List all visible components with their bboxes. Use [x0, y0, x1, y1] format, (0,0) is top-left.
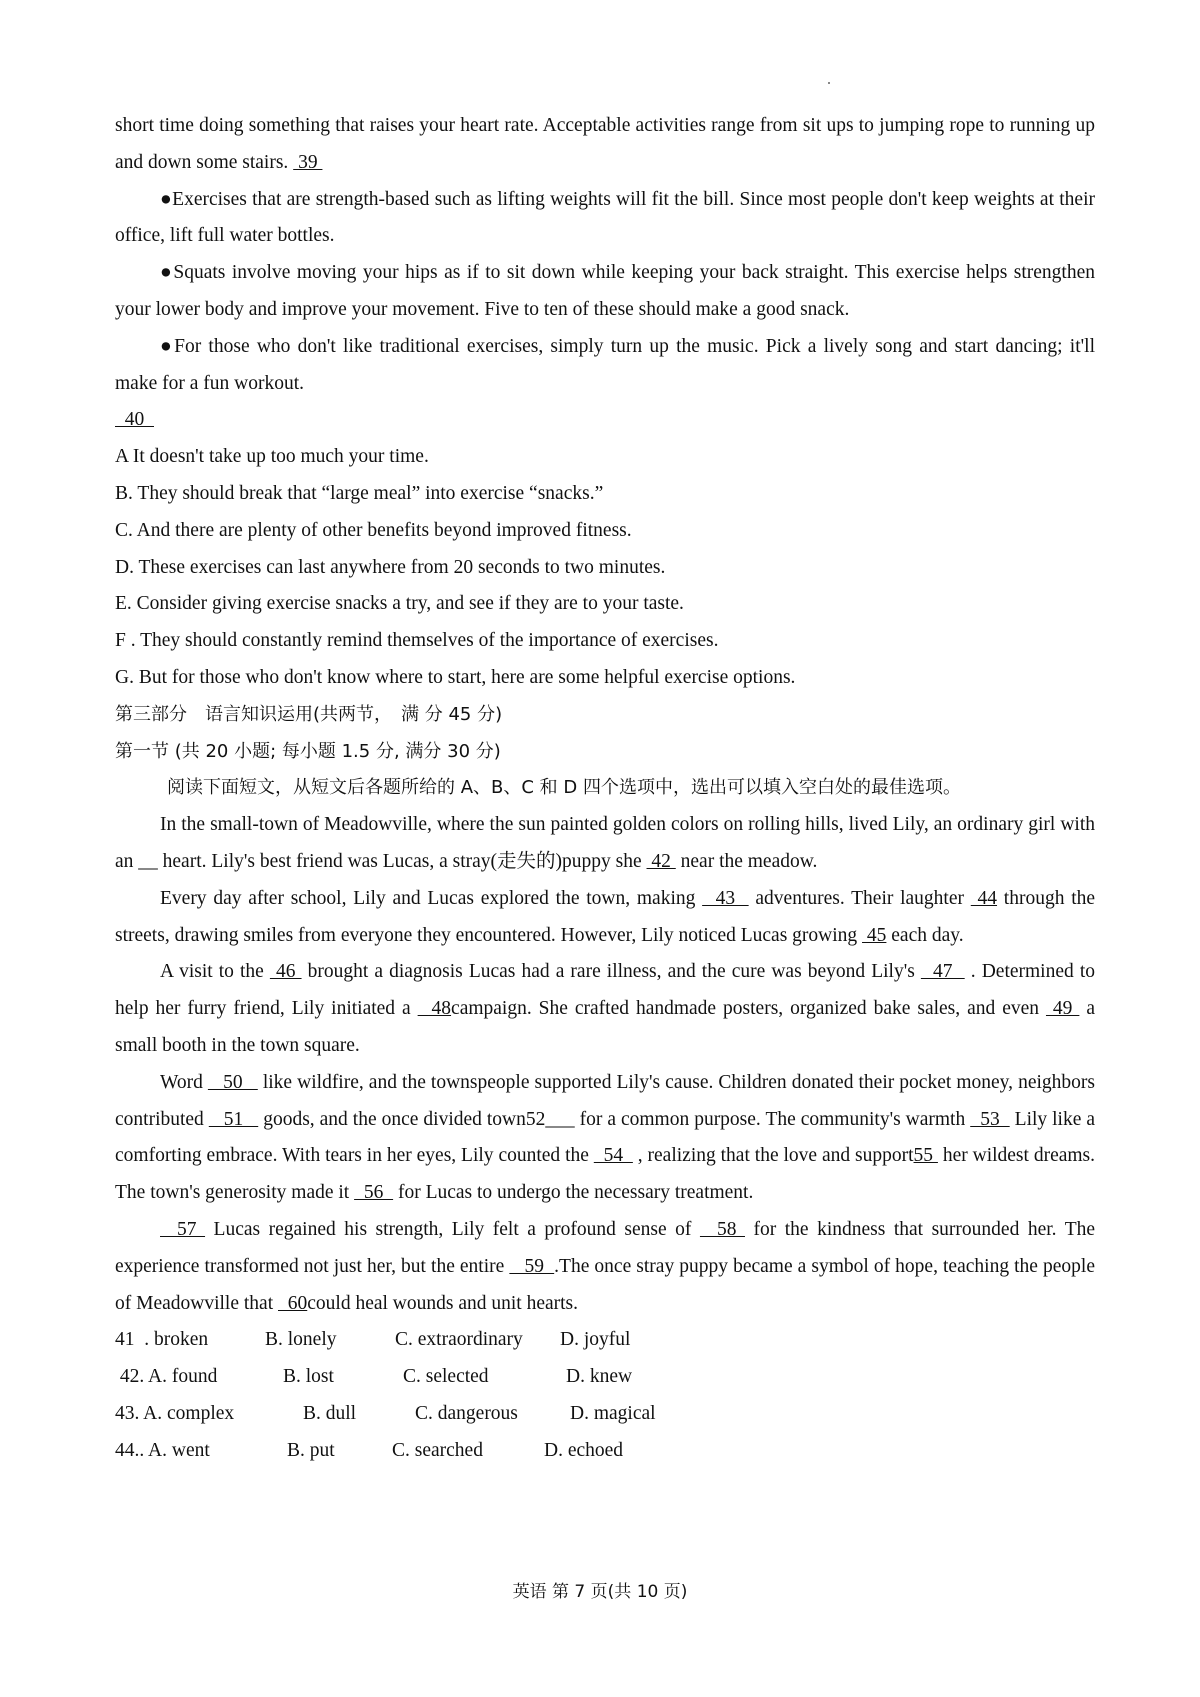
choice-row-41 — [115, 1322, 1095, 1359]
bullet-music: ●For those who don't like traditional exercises, simply turn up the music. Pick a lively song and start dancing; it'll make for a fun workout. — [115, 335, 1095, 394]
section-title: 第三部分 语言知识运用(共两节， 满 分 45 分) — [115, 703, 503, 725]
choice-a[interactable]: 43. A. complex — [115, 1402, 235, 1424]
option-g: G. But for those who don't know where to start, here are some helpful exercise options. — [115, 666, 796, 688]
cloze-text: In the small-town of Meadowville, where the sun painted golden colors on rolling hills, lived Lily, an ordinary girl with an — [115, 814, 1095, 872]
blank-41[interactable]: __ — [138, 850, 158, 872]
choice-a[interactable]: 44.. A. went — [115, 1439, 210, 1461]
blank-58[interactable]: 58 — [699, 1218, 745, 1240]
cloze-text: adventures. Their laughter — [748, 887, 971, 909]
blank-49[interactable]: 49 — [1045, 998, 1080, 1020]
option-e: E. Consider giving exercise snacks a try, and see if they are to your taste. — [115, 593, 684, 615]
passage-paragraph — [115, 108, 1095, 182]
cloze-text: Lucas regained his strength, Lily felt a profound sense of — [205, 1218, 700, 1240]
cloze-text: her wildest dreams. The town's generosity made it — [115, 1145, 1096, 1204]
choice-c[interactable]: C. searched — [392, 1439, 483, 1461]
blank-60[interactable]: 60 — [278, 1292, 308, 1314]
cloze-text: a small booth in the town square. — [115, 998, 1096, 1056]
choice-d[interactable]: D. echoed — [544, 1439, 624, 1461]
paragraph-text: short time doing something that raises your heart rate. Acceptable activities range from sit ups to jumping rope to running up and down some stairs. — [115, 115, 1095, 173]
option-f: F . They should constantly remind themselves of the importance of exercises. — [115, 630, 719, 652]
cloze-text: goods, and the once divided town52___ for a common purpose. The community's warmth — [258, 1108, 971, 1130]
cloze-text: A visit to the — [160, 961, 270, 983]
choice-d[interactable]: D. magical — [570, 1402, 656, 1424]
choice-b[interactable]: B. lonely — [265, 1329, 337, 1351]
blank-43[interactable]: 43 — [702, 887, 749, 909]
page-footer: 英语 第 7 页(共 10 页) — [512, 1582, 688, 1602]
scan-dot — [828, 82, 830, 84]
choice-c[interactable]: C. dangerous — [415, 1402, 518, 1424]
choice-row-42 — [115, 1359, 1095, 1396]
cloze-text: .The once stray puppy became a symbol of hope, teaching the people of Meadowville that — [115, 1255, 1095, 1314]
blank-40-line — [115, 402, 1095, 439]
choice-c[interactable]: C. extraordinary — [395, 1329, 523, 1351]
exam-page — [115, 108, 1095, 1469]
option-d: D. These exercises can last anywhere from 20 seconds to two minutes. — [115, 556, 666, 578]
option-c: C. And there are plenty of other benefits beyond improved fitness. — [115, 519, 632, 541]
choice-row-43 — [115, 1396, 1095, 1433]
option-b: B. They should break that “large meal” into exercise “snacks.” — [115, 482, 604, 504]
choice-a[interactable]: 41 . broken — [115, 1329, 209, 1351]
choice-d[interactable]: D. joyful — [560, 1329, 631, 1351]
cloze-paragraph-4 — [115, 1065, 1095, 1212]
blank-59[interactable]: 59 — [509, 1255, 555, 1277]
choice-d[interactable]: D. knew — [566, 1366, 633, 1388]
choice-a[interactable]: 42. A. found — [115, 1366, 218, 1388]
bullet-squats: ●Squats involve moving your hips as if to sit down while keeping your back straight. This exercise helps strengthen your lower body and improve your movement. Five to ten of these should make a good snack. — [115, 262, 1095, 320]
cloze-text: . Determined to help her furry friend, Lily initiated a — [115, 961, 1095, 1020]
blank-40[interactable]: 40 — [115, 409, 154, 431]
blank-53[interactable]: 53 — [970, 1108, 1010, 1130]
cloze-paragraph-3 — [115, 954, 1095, 1064]
cloze-text: for Lucas to undergo the necessary treatment. — [393, 1182, 754, 1204]
blank-47[interactable]: 47 — [920, 961, 965, 983]
blank-48[interactable]: 48 — [417, 998, 452, 1020]
choice-c[interactable]: C. selected — [403, 1366, 489, 1388]
cloze-text: Word — [160, 1071, 208, 1093]
blank-46[interactable]: 46 — [269, 961, 302, 983]
cloze-text: , realizing that the love and support — [632, 1145, 914, 1167]
cloze-text: brought a diagnosis Lucas had a rare illness, and the cure was beyond Lily's — [301, 961, 921, 983]
blank-51[interactable]: 51 — [208, 1108, 259, 1130]
blank-39[interactable]: 39 — [293, 151, 323, 173]
choice-b[interactable]: B. put — [287, 1439, 335, 1461]
cloze-paragraph-5 — [115, 1212, 1095, 1322]
cloze-text: for the kindness that surrounded her. The experience transformed not just her, but the entire — [115, 1218, 1096, 1277]
option-a: A It doesn't take up too much your time. — [115, 446, 429, 468]
choice-b[interactable]: B. dull — [303, 1402, 357, 1424]
cloze-text: could heal wounds and unit hearts. — [307, 1292, 579, 1314]
blank-56[interactable]: 56 — [354, 1182, 394, 1204]
cloze-paragraph-2 — [115, 881, 1095, 955]
section-subtitle: 第一节 (共 20 小题; 每小题 1.5 分, 满分 30 分) — [115, 740, 501, 762]
section-instruction: 阅读下面短文，从短文后各题所给的 A、B、C 和 D 四个选项中，选出可以填入空白处的最佳选项。 — [167, 777, 961, 799]
cloze-text: heart. Lily's best friend was Lucas, a stray(走失的)puppy she — [157, 850, 647, 872]
cloze-text: campaign. She crafted handmade posters, organized bake sales, and even — [451, 998, 1046, 1020]
cloze-paragraph-1 — [115, 807, 1095, 881]
cloze-text: each day. — [886, 924, 964, 946]
blank-44[interactable]: 44 — [970, 887, 998, 909]
choice-row-44 — [115, 1433, 1095, 1470]
blank-54[interactable]: 54 — [593, 1145, 633, 1167]
blank-50[interactable]: 50 — [207, 1071, 258, 1093]
cloze-text: Lily like a comforting embrace. With tears in her eyes, Lily counted the — [115, 1108, 1096, 1167]
blank-57[interactable]: 57 — [160, 1218, 206, 1240]
cloze-text: near the meadow. — [675, 850, 818, 872]
cloze-text: Every day after school, Lily and Lucas explored the town, making — [160, 887, 703, 909]
choice-b[interactable]: B. lost — [283, 1366, 334, 1388]
cloze-text: like wildfire, and the townspeople supported Lily's cause. Children donated their pocket money, neighbors contributed — [115, 1071, 1095, 1130]
cloze-text: through the streets, drawing smiles from everyone they encountered. However, Lily noticed Lucas growing — [115, 887, 1096, 946]
blank-45[interactable]: 45 — [862, 924, 887, 946]
blank-42[interactable]: 42 — [646, 850, 676, 872]
bullet-strength: ●Exercises that are strength-based such as lifting weights will fit the bill. Since most people don't keep weights at their office, lift full water bottles. — [115, 188, 1095, 247]
blank-55[interactable]: 55 — [913, 1145, 938, 1167]
